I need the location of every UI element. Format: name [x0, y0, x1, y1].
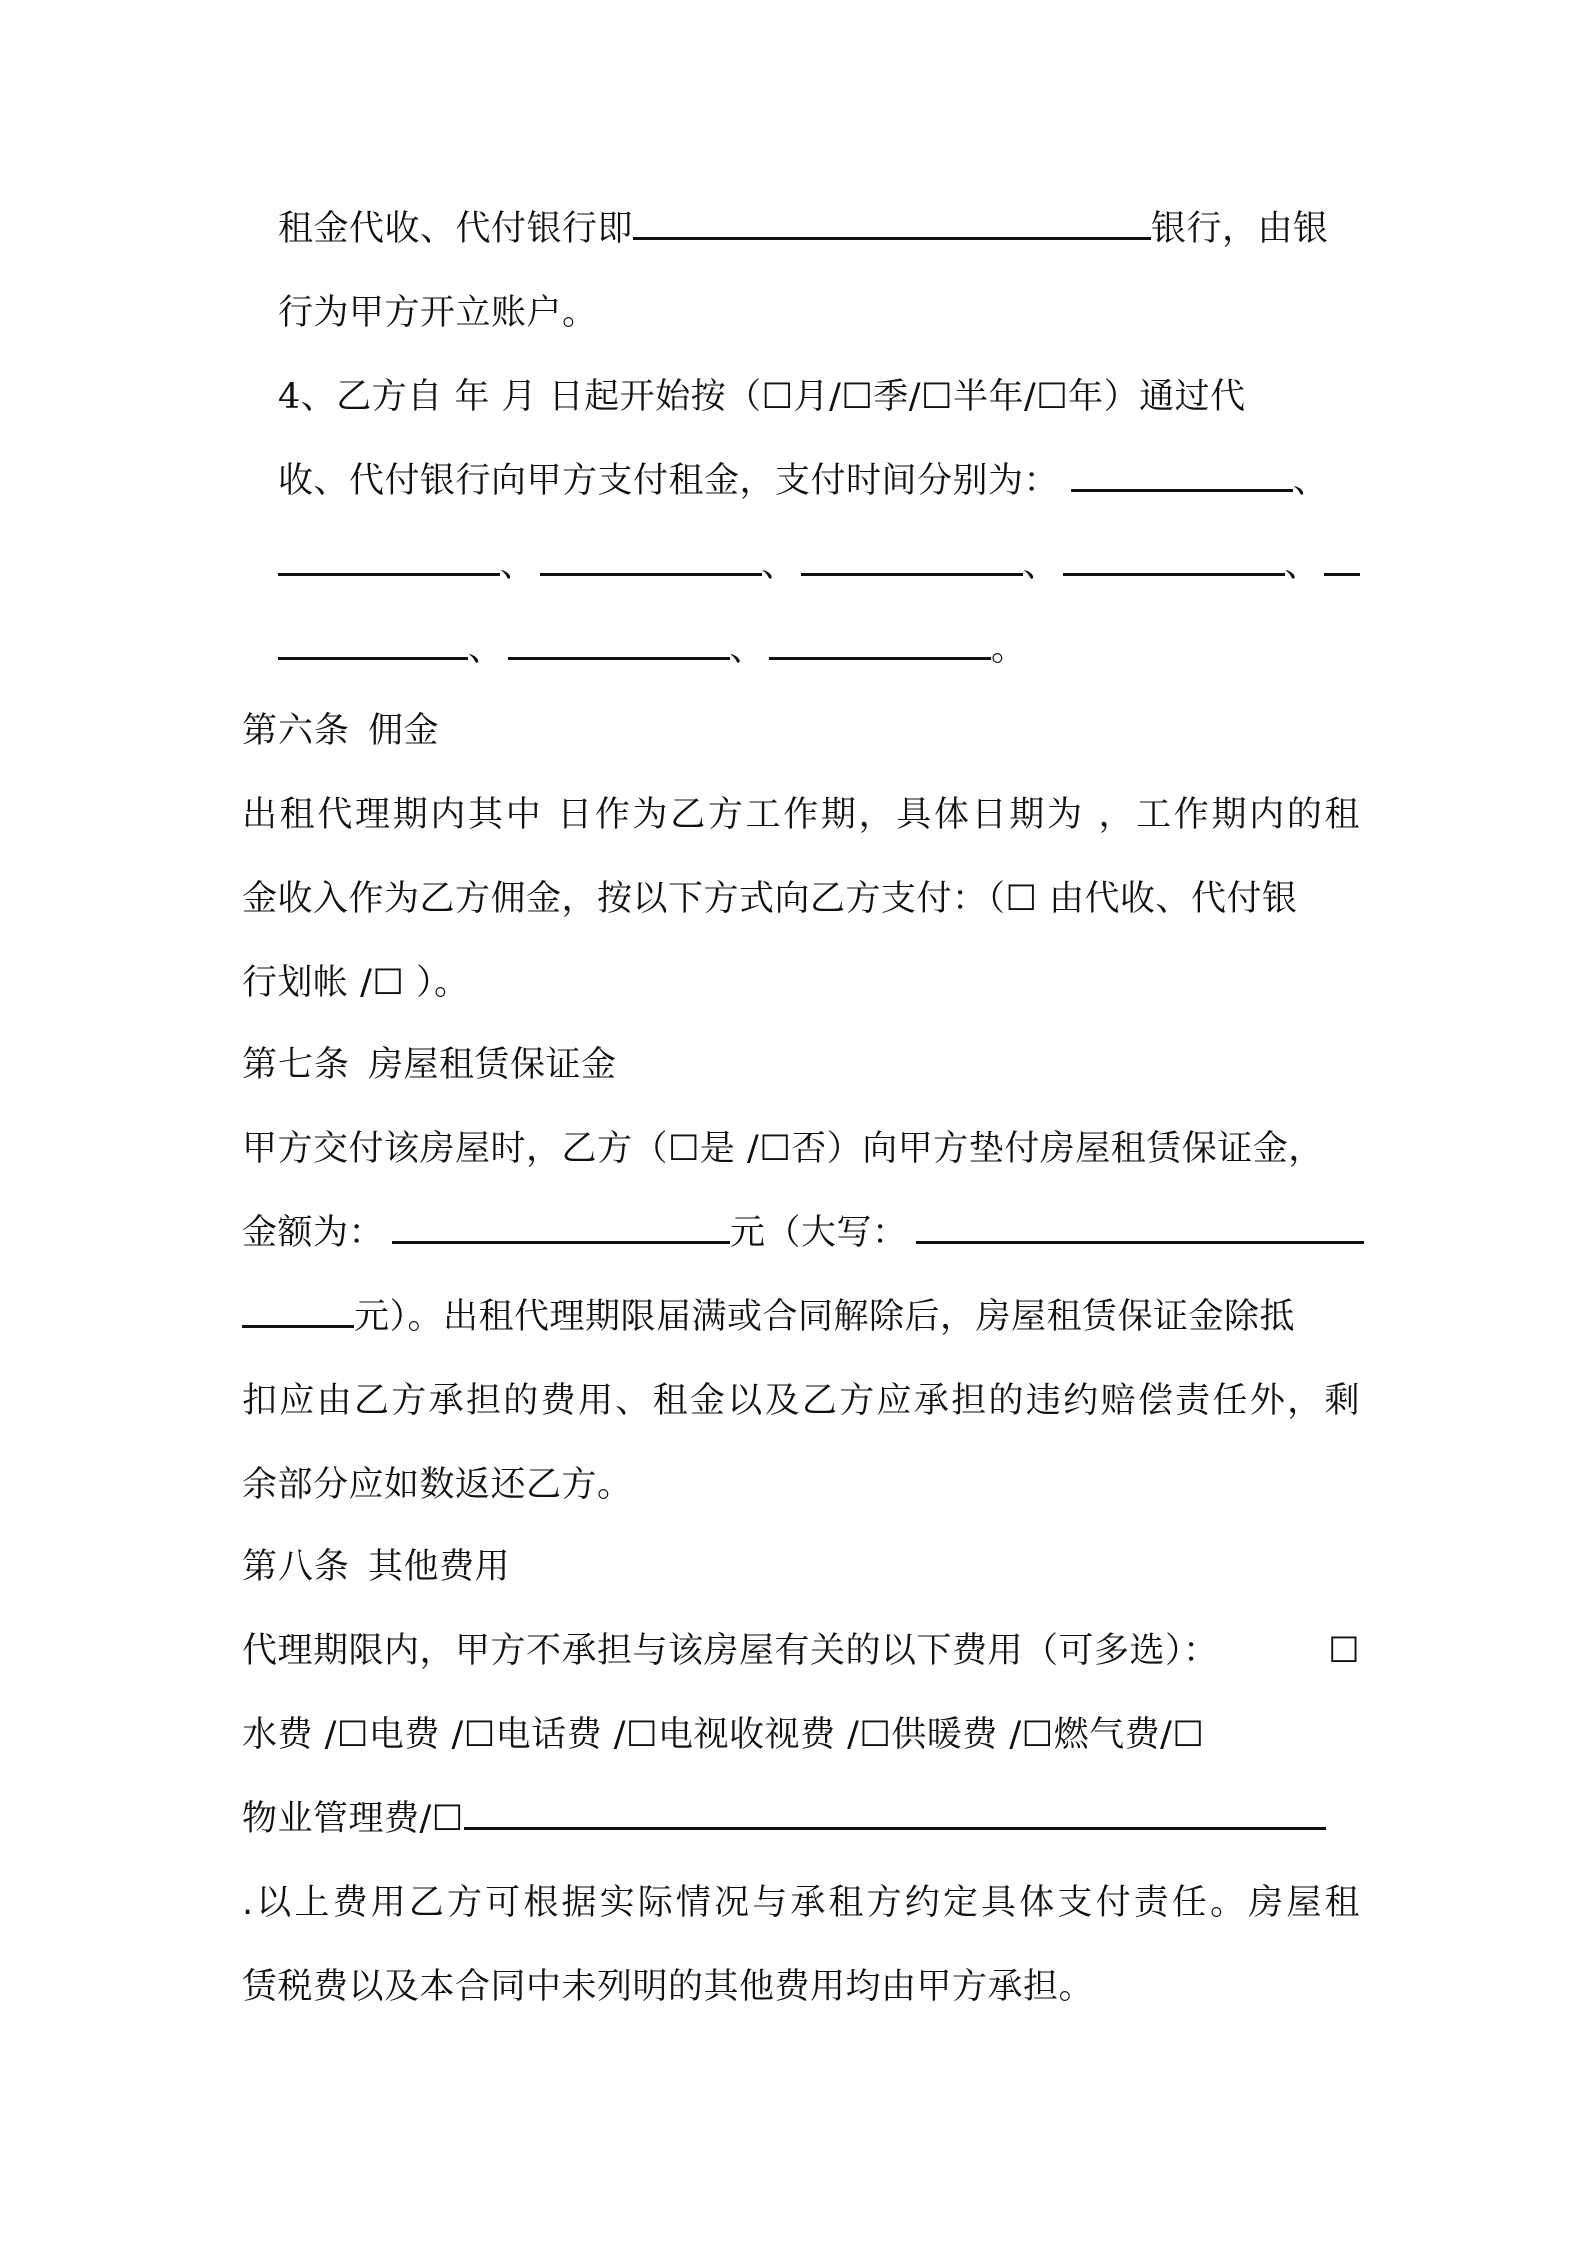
article-6-heading: [242, 706, 439, 756]
fees-line-5: [242, 1962, 1094, 2012]
blank-payment-time-3[interactable]: [540, 545, 762, 576]
label-deposit-no: 否）向甲方垫付房屋租赁保证金，: [791, 1129, 1324, 1169]
text-deposit-5: 余部分应如数返还乙方。: [242, 1465, 633, 1505]
line-item-4: [278, 372, 1246, 422]
blank-payment-time-7[interactable]: [278, 629, 468, 660]
item-number: 4: [278, 377, 301, 417]
label-bank-transfer: 由代收、代付银: [1037, 879, 1298, 919]
blank-deposit-words-cont[interactable]: [242, 1297, 354, 1328]
text-account: 行为甲方开立账户。: [278, 293, 598, 333]
fees-line-4: [242, 1878, 1360, 1928]
label-amount: 金额为：: [242, 1213, 385, 1253]
article-8-number: 第八条: [242, 1547, 351, 1587]
checkbox-deposit-no[interactable]: ☐: [759, 1129, 792, 1169]
checkbox-monthly[interactable]: ☐: [761, 377, 794, 417]
label-water: 水费 /: [242, 1715, 337, 1755]
separator: 、: [761, 545, 798, 585]
commission-line-3: [242, 958, 469, 1008]
checkbox-yearly[interactable]: ☐: [1036, 377, 1069, 417]
text-payment-times: 收、代付银行向甲方支付租金，支付时间分别为：: [278, 461, 1060, 501]
deposit-line-5: [242, 1460, 633, 1510]
deposit-line-3: [242, 1292, 1295, 1342]
deposit-line-2: [242, 1208, 1364, 1258]
label-electricity: 电费 /: [368, 1715, 464, 1755]
checkbox-quarterly[interactable]: ☐: [841, 377, 874, 417]
blank-deposit-words[interactable]: [916, 1213, 1364, 1244]
line-bank-name: [278, 204, 1360, 254]
text-fees-4: .以上费用乙方可根据实际情况与承租方约定具体支付责任。房屋租: [242, 1883, 1360, 1923]
checkbox-water[interactable]: ☐: [1328, 1631, 1360, 1671]
label-amount-words: 元（大写：: [730, 1213, 908, 1253]
deposit-line-4: [242, 1376, 1360, 1426]
blank-payment-time-6[interactable]: [1324, 545, 1360, 576]
blank-deposit-amount[interactable]: [392, 1213, 730, 1244]
article-6-number: 第六条: [242, 711, 351, 751]
separator: 、: [1023, 545, 1059, 585]
checkbox-deposit-yes[interactable]: ☐: [668, 1129, 700, 1169]
deposit-line-1: [242, 1124, 1324, 1174]
blank-bank-name[interactable]: [633, 209, 1151, 240]
label-telephone: 电话费 /: [495, 1715, 627, 1755]
period: 。: [991, 629, 1027, 669]
article-6-title: 佣金: [368, 711, 440, 751]
text-commission-2: 金收入作为乙方佣金，按以下方式向乙方支付：（: [242, 879, 1006, 919]
text-fees-5: 赁税费以及本合同中未列明的其他费用均由甲方承担。: [242, 1967, 1095, 2007]
blank-payment-time-9[interactable]: [769, 629, 991, 660]
line-payment-times-2: [278, 540, 1360, 590]
text-commission-3: 行划帐 /: [242, 963, 373, 1003]
article-7-number: 第七条: [242, 1045, 351, 1085]
blank-payment-time-5[interactable]: [1063, 545, 1285, 576]
commission-line-2: [242, 874, 1298, 924]
label-tv: 电视收视费 /: [657, 1715, 860, 1755]
text-start-date: 、乙方自 年 月 日起开始按（: [300, 377, 762, 417]
fees-line-2: [242, 1710, 1360, 1760]
checkbox-gas[interactable]: ☐: [1021, 1715, 1054, 1755]
checkbox-half-year[interactable]: ☐: [921, 377, 953, 417]
label-gas: 燃气费/: [1053, 1715, 1173, 1755]
article-8-heading: [242, 1542, 510, 1592]
text-commission-end: ）。: [404, 963, 470, 1003]
label-half-year: 半年/: [952, 377, 1037, 417]
text-deposit-4: 扣应由乙方承担的费用、租金以及乙方应承担的违约赔偿责任外，剩: [242, 1381, 1360, 1421]
checkbox-tv[interactable]: ☐: [626, 1715, 658, 1755]
line-account: [278, 288, 598, 338]
text-fees-1: 代理期限内，甲方不承担与该房屋有关的以下费用（可多选）：: [242, 1631, 1219, 1671]
separator: 、: [500, 545, 536, 585]
checkbox-telephone[interactable]: ☐: [463, 1715, 496, 1755]
separator: 、: [729, 629, 766, 669]
text-commission-1: 出租代理期内其中 日作为乙方工作期，具体日期为 ，工作期内的租: [242, 795, 1360, 835]
label-yearly: 年）通过代: [1068, 377, 1246, 417]
blank-payment-time-1[interactable]: [1071, 461, 1293, 492]
blank-payment-time-8[interactable]: [508, 629, 730, 660]
commission-line-1: [242, 790, 1360, 840]
separator: 、: [1284, 545, 1321, 585]
line-payment-times: [278, 456, 1329, 506]
article-7-heading: [242, 1040, 617, 1090]
article-7-title: 房屋租赁保证金: [368, 1045, 617, 1085]
line-payment-times-3: [278, 624, 1027, 674]
label-monthly: 月/: [793, 377, 842, 417]
separator: 、: [468, 629, 504, 669]
fees-line-1: [242, 1626, 1360, 1676]
label-deposit-yes: 是 /: [699, 1129, 760, 1169]
checkbox-other-fee[interactable]: ☐: [431, 1799, 464, 1839]
text-bank-intro: 租金代收、代付银行即: [278, 209, 634, 249]
text-deposit-1: 甲方交付该房屋时，乙方（: [242, 1129, 669, 1169]
label-quarterly: 季/: [873, 377, 922, 417]
article-8-title: 其他费用: [368, 1547, 511, 1587]
text-bank-suffix: 银行，由银: [1151, 209, 1329, 249]
checkbox-bank-transfer[interactable]: ☐: [1005, 879, 1038, 919]
fees-line-3: [242, 1794, 1326, 1844]
separator: 、: [1293, 461, 1329, 501]
text-deposit-3: 元）。出租代理期限届满或合同解除后，房屋租赁保证金除抵: [354, 1297, 1296, 1337]
label-property-mgmt: 物业管理费/: [242, 1799, 432, 1839]
blank-payment-time-4[interactable]: [801, 545, 1023, 576]
checkbox-property-mgmt[interactable]: ☐: [1172, 1715, 1205, 1755]
checkbox-heating[interactable]: ☐: [859, 1715, 892, 1755]
label-heating: 供暖费 /: [891, 1715, 1022, 1755]
checkbox-electricity[interactable]: ☐: [336, 1715, 369, 1755]
checkbox-other-method[interactable]: ☐: [372, 963, 405, 1003]
blank-payment-time-2[interactable]: [278, 545, 500, 576]
blank-other-fee[interactable]: [464, 1799, 1326, 1830]
